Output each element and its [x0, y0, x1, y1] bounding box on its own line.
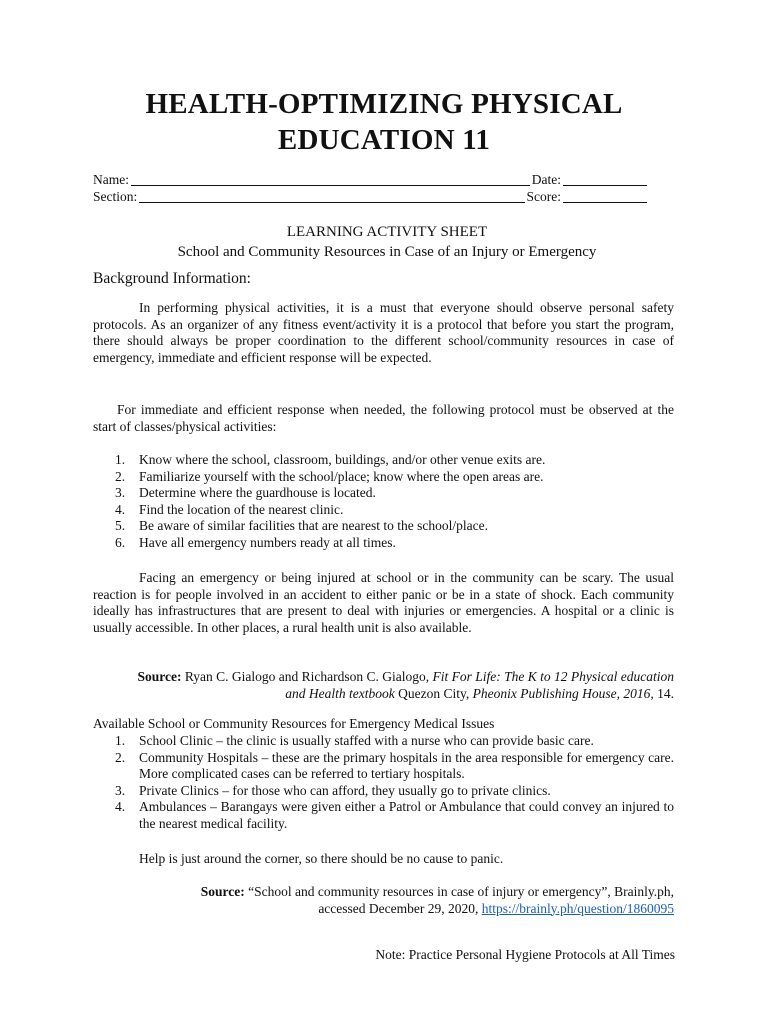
hygiene-note: Note: Practice Personal Hygiene Protocols at All Times	[375, 947, 675, 962]
score-field[interactable]	[563, 191, 647, 203]
list-item: 2. Community Hospitals – these are the primary hospitals in the area responsible for emergency care. More complicated cases can be referred to tertiary hospitals.	[115, 749, 674, 782]
list-item: 2. Familiarize yourself with the school/place; know where the open areas are.	[115, 468, 544, 484]
title-line-2: EDUCATION 11	[277, 124, 491, 156]
list-item: 4. Ambulances – Barangays were given either a Patrol or Ambulance that could convey an injured to the nearest medical facility.	[115, 799, 674, 831]
sheet-subheading: School and Community Resources in Case of an Injury or Emergency	[177, 244, 597, 260]
document-title	[90, 86, 678, 158]
section-score-row	[93, 188, 649, 205]
date-label: Date:	[531, 172, 561, 187]
name-date-row	[93, 171, 649, 188]
date-field[interactable]	[563, 174, 647, 186]
source-label: Source:	[200, 884, 245, 899]
title-line-1: HEALTH-OPTIMIZING PHYSICAL	[145, 88, 623, 120]
list-item: 3. Private Clinics – for those who can afford, they usually go to private clinics.	[115, 782, 551, 798]
protocol-list	[93, 452, 674, 552]
list-item: 1. Know where the school, classroom, buildings, and/or other venue exits are.	[115, 452, 546, 467]
list-item: 6. Have all emergency numbers ready at all times.	[115, 534, 396, 550]
list-item: 5. Be aware of similar facilities that are nearest to the school/place.	[115, 518, 488, 534]
source-link[interactable]: https://brainly.ph/question/1860095	[481, 900, 674, 916]
resources-list	[93, 733, 674, 833]
source-label: Source:	[137, 669, 182, 684]
list-item: 4. Find the location of the nearest clinic.	[115, 501, 344, 517]
background-heading: Background Information:	[93, 270, 251, 287]
background-paragraph-3: Facing an emergency or being injured at school or in the community can be scary. The usual reaction is for people involved in an accident to either panic or be in a state of shock. Each community ideally has infrastructures that are present to deal with injuries or emergencies. A hospital or a clinic is usually accessible. In other places, a rural health unit is also available.	[93, 570, 674, 635]
source-citation-1: Source: Ryan C. Gialogo and Richardson C. Gialogo, Fit For Life: The K to 12 Physical education and Health textbook Quezon City, Pheonix Publishing House, 2016, 14.	[137, 669, 674, 701]
name-label: Name:	[93, 172, 129, 187]
list-item: 1. School Clinic – the clinic is usually staffed with a nurse who can provide basic care.	[115, 733, 594, 748]
background-paragraph-1: In performing physical activities, it is a must that everyone should observe personal safety protocols. As an organizer of any fitness event/activity it is a protocol that before you start the program, there should always be proper coordination to the different school/community resources in case of emergency, immediate and efficient response will be expected.	[93, 300, 674, 365]
sheet-heading: LEARNING ACTIVITY SHEET	[286, 224, 488, 240]
closing-statement: Help is just around the corner, so there should be no cause to panic.	[139, 851, 504, 866]
book-title: Fit For Life: The K to 12 Physical education and Health textbook	[285, 669, 674, 701]
score-label: Score:	[526, 189, 561, 204]
list-item: 3. Determine where the guardhouse is located.	[115, 485, 376, 501]
background-paragraph-2: For immediate and efficient response when needed, the following protocol must be observed at the start of classes/physical activities:	[93, 402, 674, 434]
section-label: Section:	[93, 189, 138, 204]
source-citation-2: Source: “School and community resources in case of injury or emergency”, Brainly.ph, accessed December 29, 2020, https://brainly.ph/question/1860095	[200, 884, 674, 916]
resources-heading: Available School or Community Resources for Emergency Medical Issues	[93, 716, 495, 731]
publisher: Pheonix Publishing House, 2016,	[472, 685, 654, 701]
section-field[interactable]	[139, 191, 524, 203]
name-field[interactable]	[131, 174, 530, 186]
